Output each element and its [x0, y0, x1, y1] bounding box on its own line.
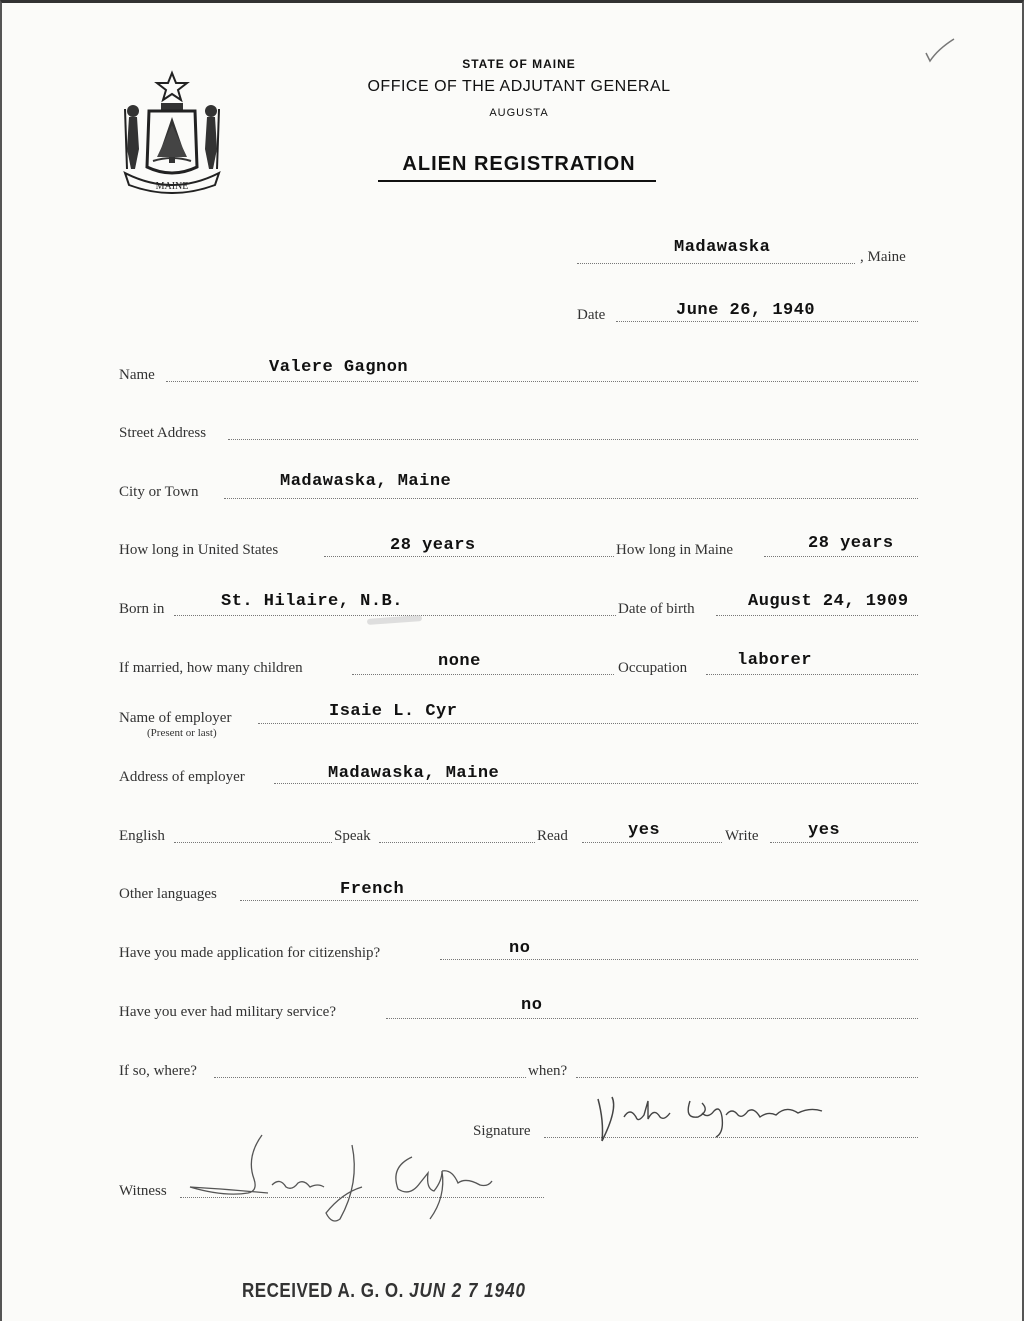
us-duration-label: How long in United States: [119, 542, 279, 558]
write-line: [770, 842, 918, 843]
received-stamp: [242, 1279, 526, 1303]
ink-smudge: [367, 615, 422, 625]
witness-signature-image[interactable]: [184, 1127, 504, 1227]
received-stamp-date: JUN 2 7 1940: [409, 1279, 526, 1302]
employer-address-value[interactable]: Madawaska, Maine: [328, 764, 500, 783]
born-label: Born in: [119, 601, 165, 617]
maine-duration-line: [764, 556, 918, 557]
office-heading: OFFICE OF THE ADJUTANT GENERAL: [367, 78, 671, 95]
citizenship-label: Have you made application for citizenship?: [119, 945, 381, 961]
speak-label: Speak: [334, 828, 371, 844]
title-underline: [378, 180, 656, 182]
street-line: [228, 439, 918, 440]
children-label: If married, how many children: [119, 660, 303, 676]
when-label: when?: [528, 1063, 568, 1079]
dob-line: [716, 615, 918, 616]
date-label: Date: [577, 307, 606, 323]
other-languages-line: [240, 900, 918, 901]
city-label: City or Town: [119, 484, 199, 500]
signature-image[interactable]: [590, 1089, 840, 1149]
occupation-label: Occupation: [618, 660, 688, 676]
date-line: [616, 321, 918, 322]
where-label: If so, where?: [119, 1063, 197, 1079]
speak-line: [379, 842, 535, 843]
check-mark-icon: [922, 35, 958, 71]
form-title: ALIEN REGISTRATION: [402, 153, 636, 175]
location-suffix: , Maine: [860, 249, 906, 265]
location-line: [577, 263, 855, 264]
dob-label: Date of birth: [618, 601, 695, 617]
employer-value[interactable]: Isaie L. Cyr: [329, 702, 458, 721]
military-value[interactable]: no: [521, 996, 543, 1015]
location-value[interactable]: Madawaska: [674, 238, 771, 257]
city-heading: AUGUSTA: [489, 107, 549, 119]
received-stamp-text: RECEIVED A. G. O.: [242, 1279, 404, 1302]
dob-value[interactable]: August 24, 1909: [748, 592, 909, 611]
name-value[interactable]: Valere Gagnon: [269, 358, 409, 377]
signature-label: Signature: [473, 1123, 531, 1139]
us-duration-value[interactable]: 28 years: [390, 536, 476, 555]
city-value[interactable]: Madawaska, Maine: [280, 472, 452, 491]
maine-duration-label: How long in Maine: [616, 542, 734, 558]
citizenship-value[interactable]: no: [509, 939, 531, 958]
employer-line: [258, 723, 918, 724]
children-value[interactable]: none: [438, 652, 481, 671]
name-line: [166, 381, 918, 382]
date-value[interactable]: June 26, 1940: [676, 301, 816, 320]
read-label: Read: [537, 828, 568, 844]
citizenship-line: [440, 959, 918, 960]
when-line: [576, 1077, 918, 1078]
employer-label: Name of employer: [119, 710, 232, 726]
state-heading: STATE OF MAINE: [462, 57, 576, 71]
other-languages-label: Other languages: [119, 886, 217, 902]
us-duration-line: [324, 556, 614, 557]
employer-address-line: [274, 783, 918, 784]
occupation-line: [706, 674, 918, 675]
children-line: [352, 674, 614, 675]
street-label: Street Address: [119, 425, 207, 441]
maine-duration-value[interactable]: 28 years: [808, 534, 894, 553]
occupation-value[interactable]: laborer: [737, 651, 812, 670]
name-label: Name: [119, 367, 155, 383]
city-line: [224, 498, 918, 499]
born-line: [174, 615, 616, 616]
english-label: English: [119, 828, 165, 844]
read-line: [582, 842, 722, 843]
english-line: [174, 842, 332, 843]
employer-sublabel: (Present or last): [147, 727, 217, 739]
employer-address-label: Address of employer: [119, 769, 245, 785]
svg-text:MAINE: MAINE: [155, 181, 189, 192]
write-label: Write: [725, 828, 759, 844]
where-line: [214, 1077, 526, 1078]
read-value[interactable]: yes: [628, 821, 661, 840]
military-label: Have you ever had military service?: [119, 1004, 336, 1020]
born-value[interactable]: St. Hilaire, N.B.: [221, 592, 403, 611]
witness-label: Witness: [119, 1183, 167, 1199]
write-value[interactable]: yes: [808, 821, 841, 840]
military-line: [386, 1018, 918, 1019]
other-languages-value[interactable]: French: [340, 880, 405, 899]
